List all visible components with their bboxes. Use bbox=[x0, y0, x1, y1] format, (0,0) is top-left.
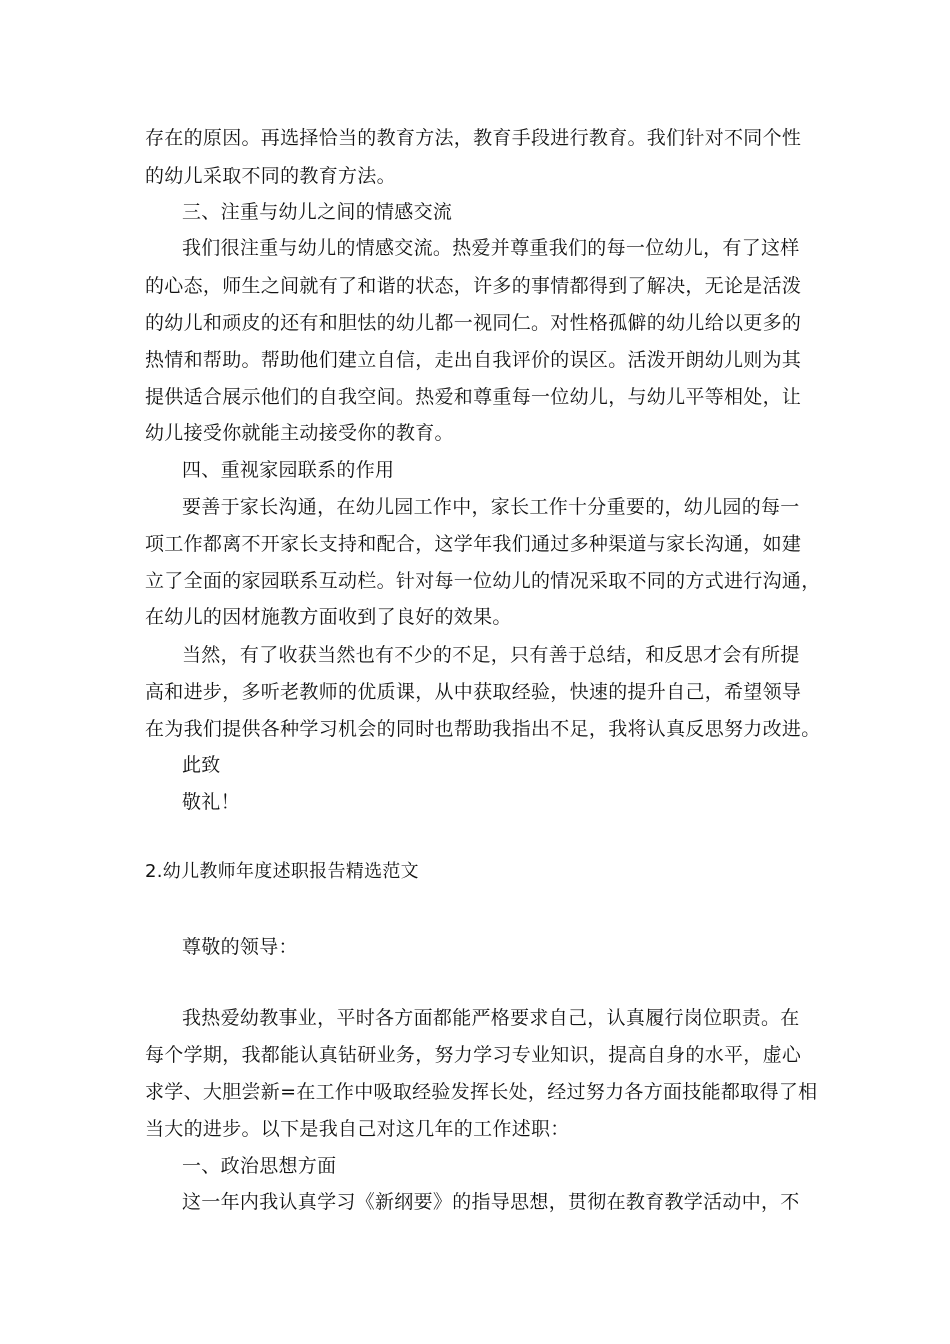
salutation: 尊敬的领导： bbox=[182, 936, 298, 958]
section-heading: 四、重视家园联系的作用 bbox=[182, 459, 395, 481]
text-line: 我们很注重与幼儿的情感交流。热爱并尊重我们的每一位幼儿，有了这样 bbox=[182, 237, 800, 259]
text-line: 求学、大胆尝新=在工作中吸取经验发挥长处，经过努力各方面技能都取得了相 bbox=[145, 1081, 818, 1103]
text-line: 当大的进步。以下是我自己对这几年的工作述职： bbox=[145, 1118, 570, 1140]
text-line: 在为我们提供各种学习机会的同时也帮助我指出不足，我将认真反思努力改进。 bbox=[145, 718, 821, 740]
text-line: 每个学期，我都能认真钻研业务，努力学习专业知识，提高自身的水平，虚心 bbox=[145, 1044, 802, 1066]
text-line: 要善于家长沟通，在幼儿园工作中，家长工作十分重要的，幼儿园的每一 bbox=[182, 496, 800, 518]
text-line: 项工作都离不开家长支持和配合，这学年我们通过多种渠道与家长沟通，如建 bbox=[145, 533, 802, 555]
closing-line: 敬礼！ bbox=[182, 791, 240, 813]
text-line: 这一年内我认真学习《新纲要》的指导思想，贯彻在教育教学活动中，不 bbox=[182, 1191, 800, 1213]
section-heading: 三、注重与幼儿之间的情感交流 bbox=[182, 201, 453, 223]
document-title: 2.幼儿教师年度述职报告精选范文 bbox=[145, 861, 419, 882]
text-line: 当然，有了收获当然也有不少的不足，只有善于总结，和反思才会有所提 bbox=[182, 644, 800, 666]
text-line: 高和进步，多听老教师的优质课，从中获取经验，快速的提升自己，希望领导 bbox=[145, 681, 802, 703]
text-line: 立了全面的家园联系互动栏。针对每一位幼儿的情况采取不同的方式进行沟通， bbox=[145, 570, 821, 592]
text-line: 的幼儿采取不同的教育方法。 bbox=[145, 165, 396, 187]
closing-line: 此致 bbox=[182, 754, 221, 776]
text-line: 存在的原因。再选择恰当的教育方法，教育手段进行教育。我们针对不同个性 bbox=[145, 127, 802, 149]
text-line: 在幼儿的因材施教方面收到了良好的效果。 bbox=[145, 606, 512, 628]
text-line: 幼儿接受你就能主动接受你的教育。 bbox=[145, 422, 454, 444]
text-line: 提供适合展示他们的自我空间。热爱和尊重每一位幼儿，与幼儿平等相处，让 bbox=[145, 386, 802, 408]
text-line: 的幼儿和顽皮的还有和胆怯的幼儿都一视同仁。对性格孤僻的幼儿给以更多的 bbox=[145, 312, 802, 334]
text-line: 我热爱幼教事业，平时各方面都能严格要求自己，认真履行岗位职责。在 bbox=[182, 1007, 800, 1029]
text-line: 热情和帮助。帮助他们建立自信，走出自我评价的误区。活泼开朗幼儿则为其 bbox=[145, 349, 802, 371]
text-line: 的心态，师生之间就有了和谐的状态，许多的事情都得到了解决，无论是活泼 bbox=[145, 275, 802, 297]
section-heading: 一、政治思想方面 bbox=[182, 1155, 337, 1177]
